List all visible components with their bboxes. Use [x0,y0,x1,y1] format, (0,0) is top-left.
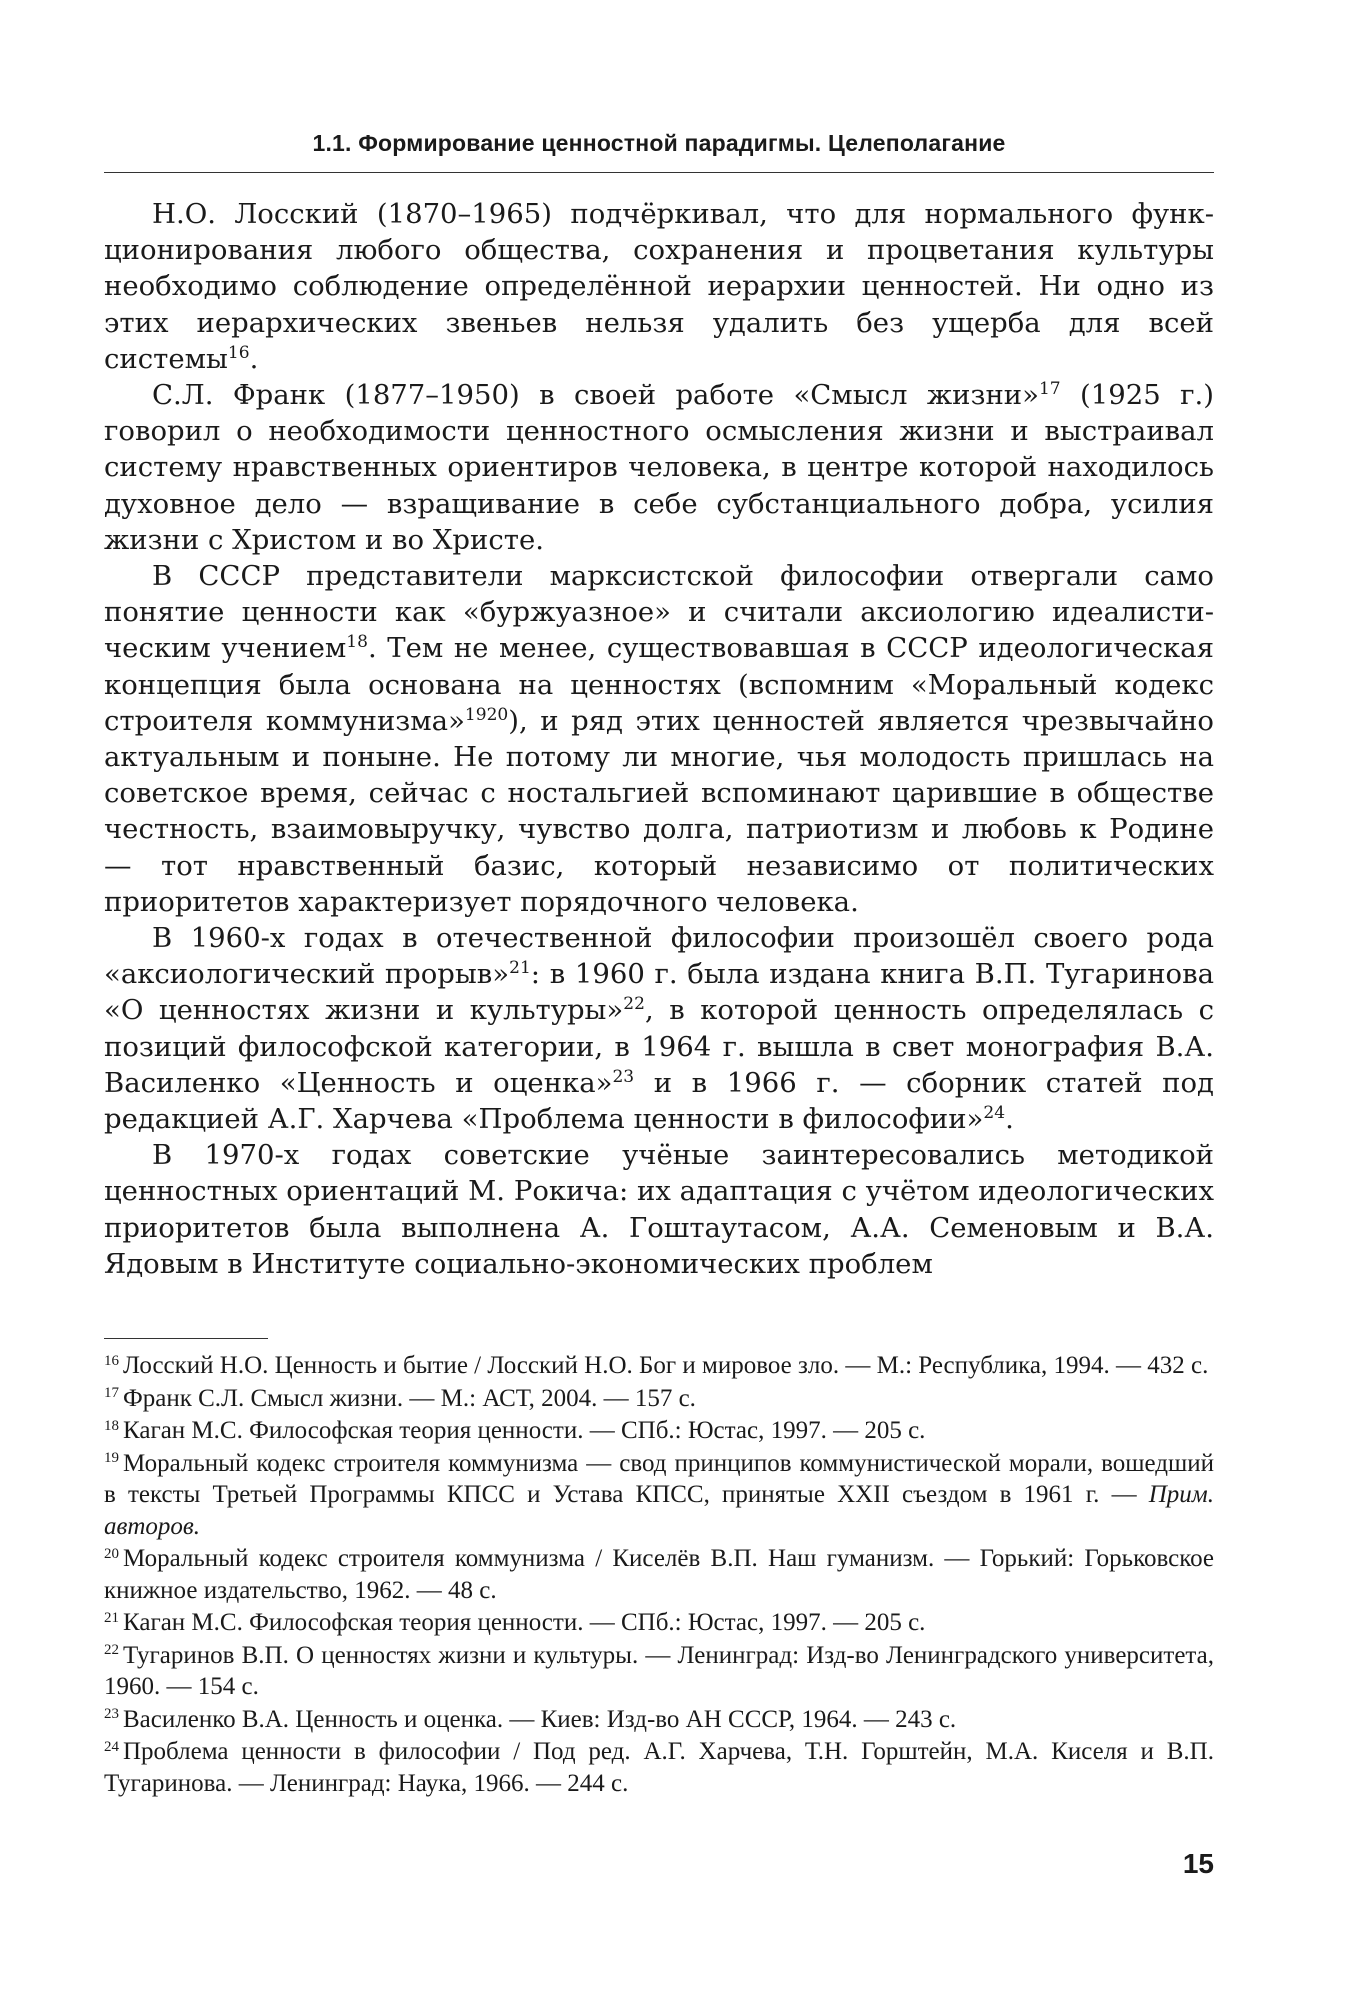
footnote-ref: 24 [983,1102,1006,1123]
footnote [104,1415,1214,1447]
header-rule [104,172,1214,173]
text-run: (1925 г.) говорил о необходимости ценностного осмысления жизни и выстраивал систему нравственных ориентиров человека, в центре которой находилось духовное дело — взращивание в себе субстанциального добра, усилия жизни с Христом и во Христе. [104,379,1214,556]
text-run: Моральный кодекс строителя коммунизма / Киселёв В.П. Наш гуманизм. — Горький: Горьковское книжное издательство, 1962. — 48 с. [104,1545,1214,1604]
footnote-number: 19 [104,1450,119,1467]
italic-note: Прим. авторов. [104,1481,1214,1540]
footnote-number: 18 [104,1417,119,1434]
footnote [104,1640,1214,1703]
footnote [104,1383,1214,1415]
footnote-number: 23 [104,1706,119,1723]
text-run: Н.О. Лосский (1870–1965) подчёркивал, что для нормального функционирования любого общества, сохранения и процветания культуры необходимо соблюдение определённой иерархии ценностей. Ни одно из этих иерархических звеньев нельзя удалить без ущерба для всей системы [104,198,1214,375]
footnote-number: 16 [104,1352,119,1369]
text-run: ), и ряд этих ценностей является чрезвычайно актуальным и поныне. Не потому ли многие, чья молодость пришлась на советское время, сейчас с ностальгией вспоминают царившие в обществе честность, взаимовыручку, чувство долга, патриотизм и любовь к Родине — тот нравственный базис, который независимо от политических приоритетов характеризует порядочного человека. [104,704,1214,918]
text-run: Каган М.С. Философская теория ценности. — СПб.: Юстас, 1997. — 205 с. [123,1417,926,1444]
running-header: 1.1. Формирование ценностной парадигмы. Целеполагание [312,130,1006,156]
paragraph [104,377,1214,558]
footnote-ref: 22 [623,994,645,1015]
text-run: . [1005,1103,1014,1136]
paragraph [104,196,1214,377]
text-run: В СССР представители марксистской философии отвергали само понятие ценности как «буржуазное» и считали аксиологию идеалистическим учением [104,560,1214,665]
footnote [104,1350,1214,1382]
main-text [104,196,1214,1282]
footnote-number: 21 [104,1609,119,1626]
footnote-ref: 17 [1038,378,1061,399]
footnote-ref: 23 [612,1066,635,1087]
text-run: . [249,342,259,375]
footnote [104,1736,1214,1799]
footnote [104,1704,1214,1736]
text-run: С.Л. Франк (1877–1950) в своей работе «Смысл жизни» [152,379,1039,412]
text-run: и в 1966 г. — сборник статей под редакцией А.Г. Харчева «Проблема ценности в философии» [104,1066,1214,1136]
paragraph [104,558,1214,920]
text-run: Тугаринов В.П. О ценностях жизни и культуры. — Ленинград: Изд-во Ленинградского университета, 1960. — 154 с. [104,1641,1214,1700]
text-run: . Тем не менее, существовавшая в СССР идеологическая концепция была основана на ценностях (вспомним «Моральный кодекс строителя коммунизма» [104,632,1214,737]
text-run: : в 1960 г. была издана книга В.П. Тугаринова «О ценностях жизни и культуры» [104,958,1214,1027]
footnote [104,1543,1214,1606]
page-number: 15 [1182,1848,1214,1879]
footnote-ref: 16 [227,342,250,363]
text-run: , в которой ценность определялась с позиций философской категории, в 1964 г. вышла в свет монография В.А. Василенко «Ценность и оценка» [104,994,1214,1099]
text-run: В 1970-х годах советские учёные заинтересовались методикой ценностных ориентаций М. Рокича: их адаптация с учётом идеологических приоритетов была выполнена А. Гоштаутасом, А.А. Семеновым и В.А. Ядовым в Институте социально-экономических проблем [104,1139,1214,1280]
footnotes [104,1350,1214,1800]
footnote-rule [104,1338,268,1339]
text-run: Лосский Н.О. Ценность и бытие / Лосский Н.О. Бог и мировое зло. — М.: Республика, 1994. — 432 с. [123,1352,1209,1379]
text-run: Каган М.С. Философская теория ценности. — СПб.: Юстас, 1997. — 205 с. [123,1609,926,1636]
text-run: Франк С.Л. Смысл жизни. — М.: АСТ, 2004. — 157 с. [123,1384,696,1412]
text-run: Василенко В.А. Ценность и оценка. — Киев: Изд-во АН СССР, 1964. — 243 с. [123,1705,957,1733]
footnote-number: 20 [104,1545,119,1562]
paragraph [104,1137,1214,1282]
footnote-ref: 18 [346,632,368,653]
footnote-number: 24 [104,1738,119,1755]
footnote-number: 17 [104,1385,119,1402]
text-run: Моральный кодекс строителя коммунизма — свод принципов коммунистической морали, вошедший в тексты Третьей Программы КПСС и Устава КПСС, принятые XXII съездом в 1961 г. — [104,1449,1214,1508]
footnote [104,1607,1214,1639]
text-run: Проблема ценности в философии / Под ред. А.Г. Харчева, Т.Н. Горштейн, М.А. Киселя и В.П. Тугаринова. — Ленинград: Наука, 1966. — 244 с. [104,1738,1214,1797]
paragraph [104,920,1214,1137]
footnote [104,1448,1214,1543]
text-run: В 1960-х годах в отечественной философии произошёл своего рода «аксиологический прорыв» [104,922,1214,991]
footnote-ref: 21 [509,958,531,979]
footnote-number: 22 [104,1642,119,1659]
footnote-ref: 1920 [464,704,509,725]
